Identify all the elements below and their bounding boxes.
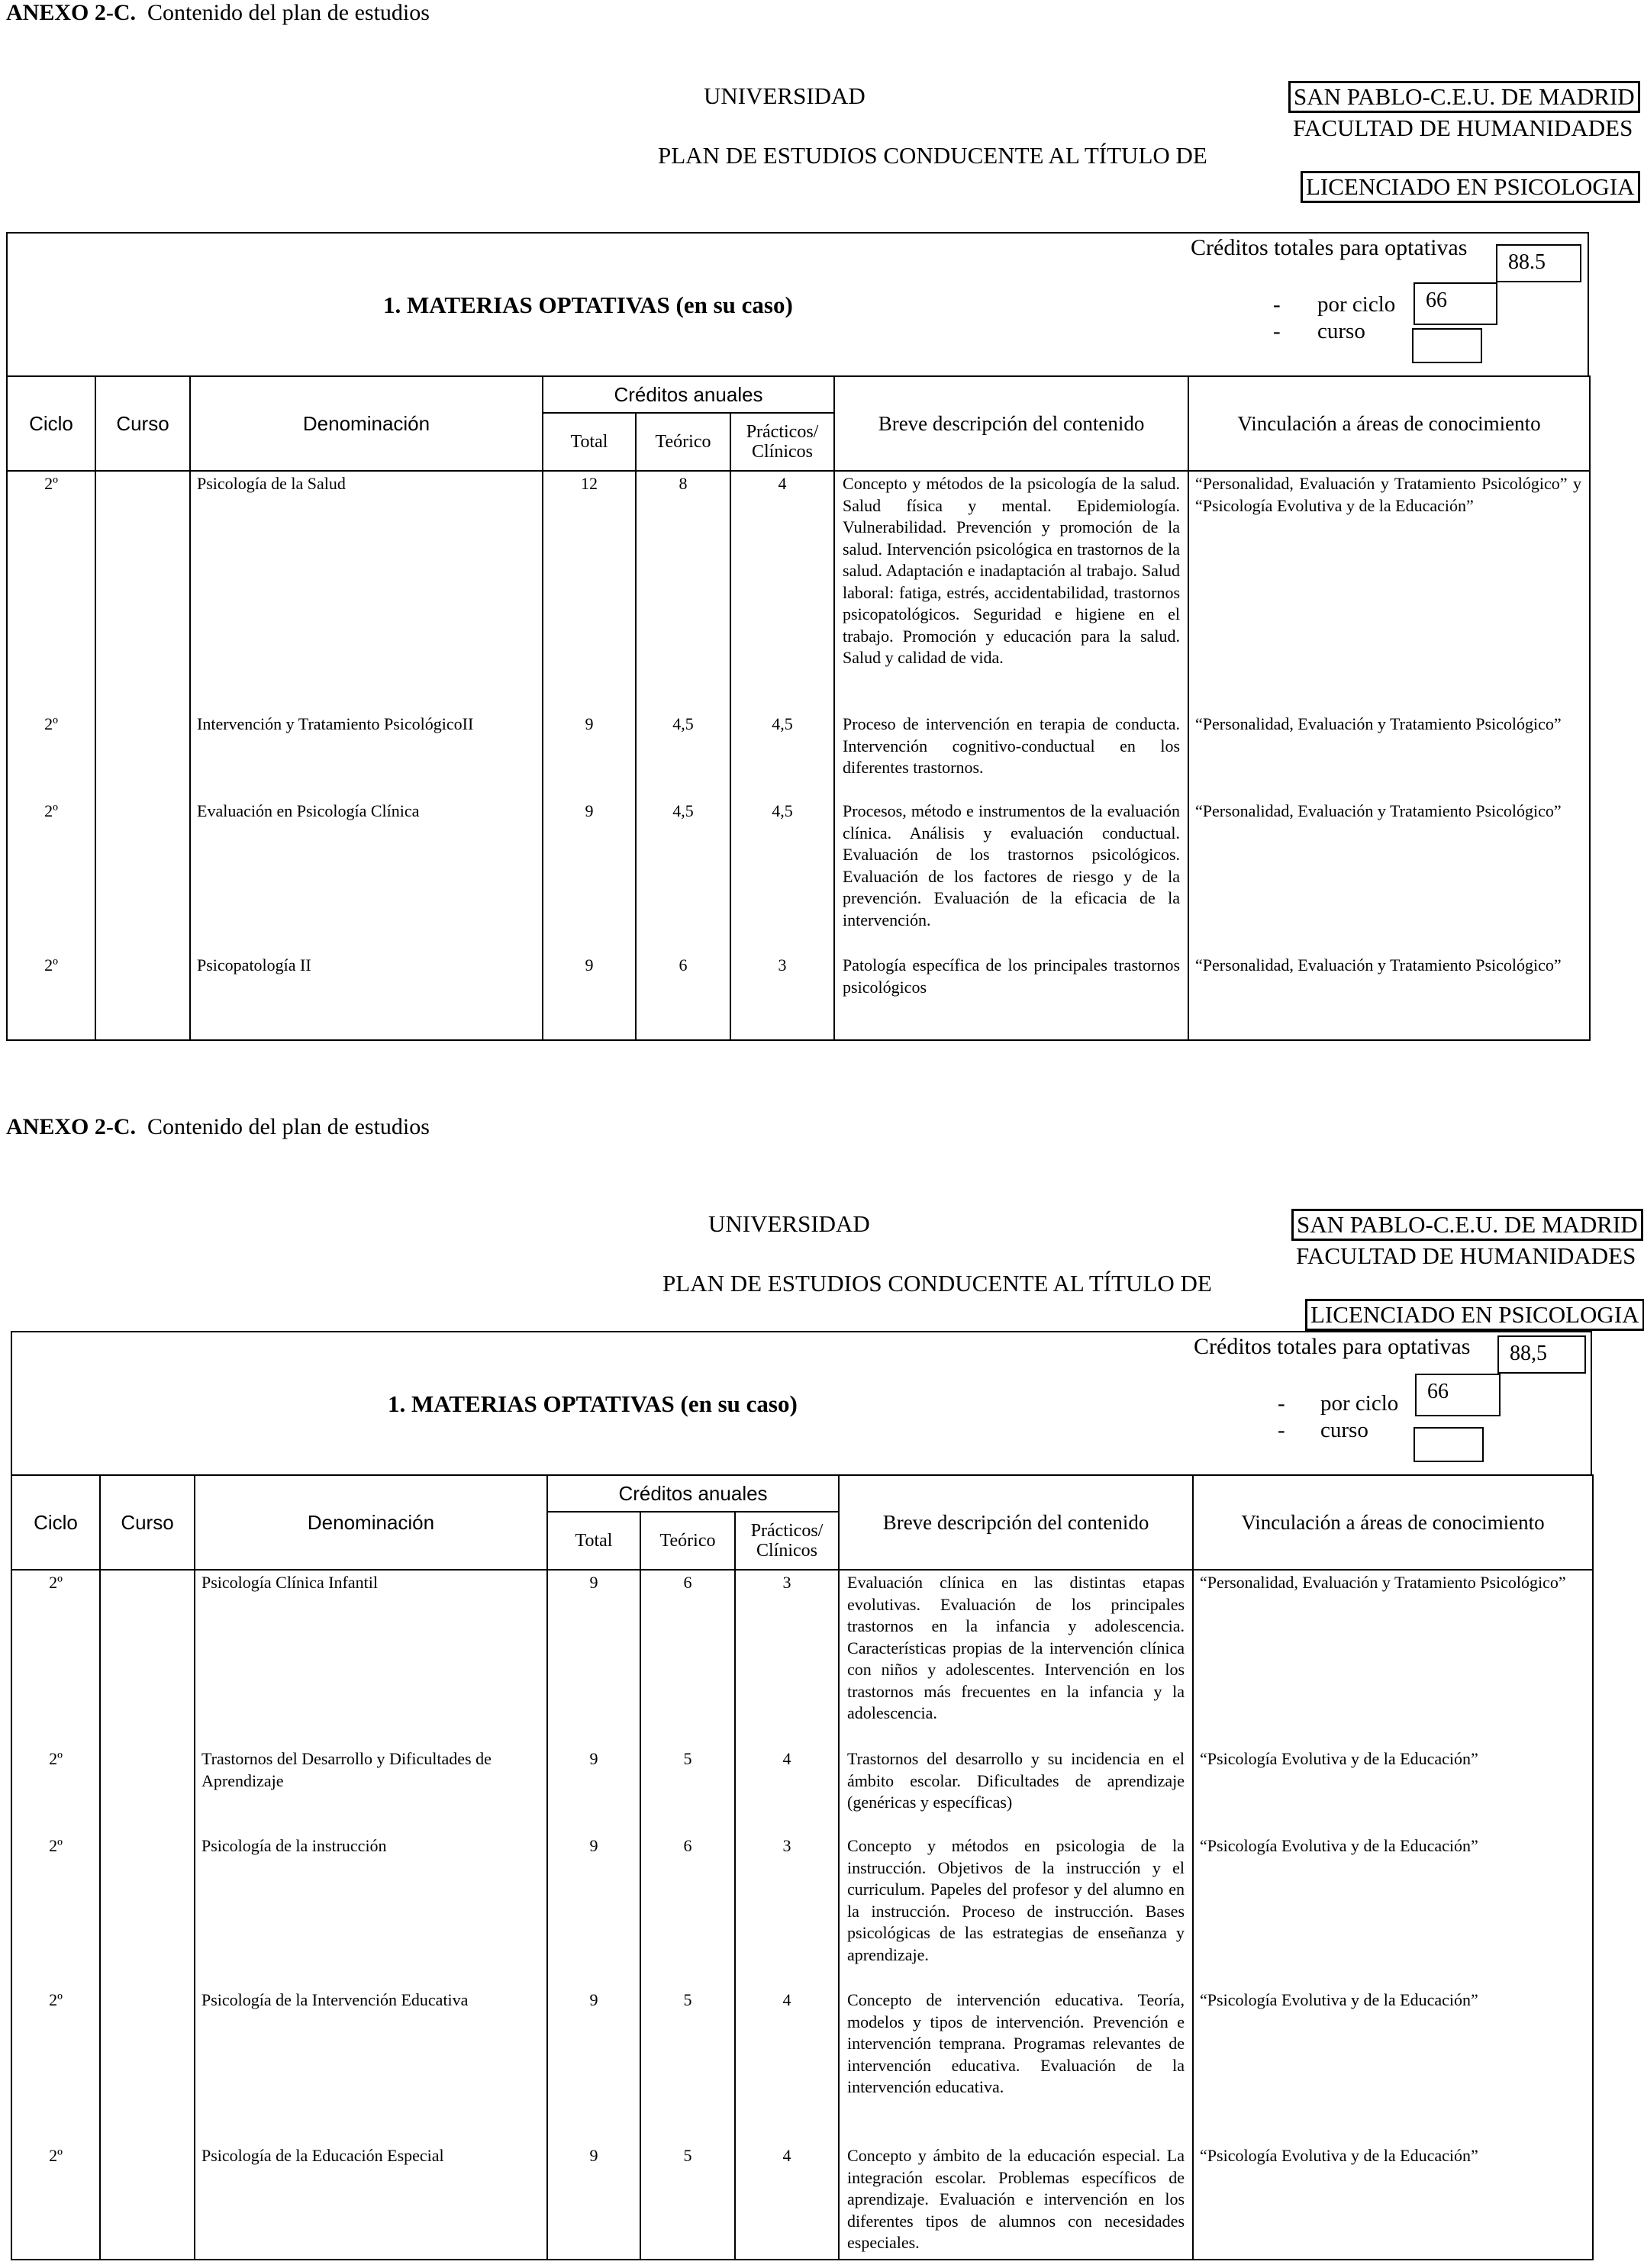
table-row (11, 1747, 1593, 1834)
curso-dash: - (1278, 1418, 1285, 1442)
cell-practicos: 3 (735, 1570, 839, 1747)
table-row (11, 2144, 1593, 2260)
titulo-name: LICENCIADO EN PSICOLOGIA (1305, 1299, 1644, 1331)
cell-curso (100, 1570, 195, 1747)
col-practicos: Prácticos/ Clínicos (730, 413, 834, 471)
cell-practicos: 4 (735, 1988, 839, 2144)
cell-denominacion: Intervención y Tratamiento PsicológicoII (190, 712, 543, 799)
col-vinculacion: Vinculación a áreas de conocimiento (1193, 1475, 1593, 1570)
cell-curso (100, 1988, 195, 2144)
creditos-totales-label: Créditos totales para optativas (1191, 235, 1468, 260)
cell-descripcion: Proceso de intervención en terapia de conducta. Intervención cognitivo-conductual en los diferentes trastornos. (834, 712, 1188, 799)
cell-total: 9 (543, 799, 636, 953)
cell-practicos: 3 (730, 953, 834, 1040)
universidad-label: UNIVERSIDAD (704, 82, 866, 109)
universidad-name: SAN PABLO-C.E.U. DE MADRID (1288, 81, 1640, 113)
col-curso: Curso (100, 1475, 195, 1570)
por-ciclo-label: por ciclo (1320, 1391, 1399, 1416)
table-row (7, 712, 1590, 799)
cell-teorico: 6 (640, 1834, 735, 1988)
cell-ciclo: 2º (11, 1988, 100, 2144)
cell-vinculacion: “Personalidad, Evaluación y Tratamiento Psicológico” (1188, 953, 1590, 1040)
cell-vinculacion: “Psicología Evolutiva y de la Educación” (1193, 1834, 1593, 1988)
cell-teorico: 8 (636, 471, 730, 712)
cell-descripcion: Concepto y métodos de la psicología de la salud. Salud física y mental. Epidemiología. Vulnerabilidad. Prevención y promoción de la salud. Intervención psicológica en trastornos de la salud. Adaptación e inadaptación al trabajo. Salud laboral: fatiga, estrés, accidentabilidad, trastornos psicopatológicos. Seguridad e higiene en el trabajo. Promoción y educación para la salud. Salud y calidad de vida. (834, 471, 1188, 712)
cell-teorico: 5 (640, 1988, 735, 2144)
por-ciclo-value: 66 (1415, 1374, 1501, 1416)
cell-teorico: 6 (636, 953, 730, 1040)
cell-total: 9 (543, 712, 636, 799)
cell-denominacion: Psicología de la Intervención Educativa (195, 1988, 547, 2144)
por-ciclo-dash: - (1278, 1391, 1285, 1416)
por-ciclo-label: por ciclo (1317, 292, 1396, 317)
col-practicos: Prácticos/ Clínicos (735, 1512, 839, 1570)
plan-label: PLAN DE ESTUDIOS CONDUCENTE AL TÍTULO DE (662, 1270, 1212, 1297)
cell-denominacion: Psicología de la Salud (190, 471, 543, 712)
cell-denominacion: Psicopatología II (190, 953, 543, 1040)
col-ciclo: Ciclo (7, 376, 95, 471)
cell-practicos: 4,5 (730, 712, 834, 799)
col-descripcion: Breve descripción del contenido (834, 376, 1188, 471)
cell-descripcion: Concepto y ámbito de la educación especial. La integración escolar. Problemas específicos de aprendizaje. Evaluación e intervención en los diferentes tipos de alumnos con necesidades especiales. (839, 2144, 1193, 2260)
table-row (11, 1988, 1593, 2144)
cell-descripcion: Concepto de intervención educativa. Teoría, modelos y tipos de intervención. Prevención e intervención temprana. Programas relevantes de intervención educativa. Evaluación de la intervención educativa. (839, 1988, 1193, 2144)
col-total: Total (547, 1512, 640, 1570)
facultad-name: FACULTAD DE HUMANIDADES (1293, 114, 1633, 141)
cell-curso (95, 953, 190, 1040)
col-denominacion: Denominación (195, 1475, 547, 1570)
cell-descripcion: Patología específica de los principales trastornos psicológicos (834, 953, 1188, 1040)
cell-ciclo: 2º (11, 1834, 100, 1988)
plan-page-1 (0, 0, 1644, 1084)
cell-vinculacion: “Personalidad, Evaluación y Tratamiento Psicológico” y “Psicología Evolutiva y de la Educación” (1188, 471, 1590, 712)
cell-teorico: 5 (640, 1747, 735, 1834)
cell-teorico: 4,5 (636, 799, 730, 953)
table-row (11, 1834, 1593, 1988)
cell-total: 9 (547, 1988, 640, 2144)
cell-vinculacion: “Personalidad, Evaluación y Tratamiento Psicológico” (1188, 712, 1590, 799)
curso-value (1412, 328, 1482, 363)
materias-table (11, 1474, 1594, 2260)
cell-curso (100, 1747, 195, 1834)
facultad-name: FACULTAD DE HUMANIDADES (1296, 1242, 1636, 1269)
cell-ciclo: 2º (7, 471, 95, 712)
cell-descripcion: Concepto y métodos en psicologia de la instrucción. Objetivos de la instrucción y el curriculum. Papeles del profesor y del alumno en la instrucción. Proceso de instrucción. Bases psicológicas de las estrategias de enseñanza y aprendizaje. (839, 1834, 1193, 1988)
cell-ciclo: 2º (11, 2144, 100, 2260)
cell-practicos: 4,5 (730, 799, 834, 953)
table-row (11, 1570, 1593, 1747)
cell-descripcion: Trastornos del desarrollo y su incidencia en el ámbito escolar. Dificultades de aprendizaje (genéricas y específicas) (839, 1747, 1193, 1834)
cell-vinculacion: “Personalidad, Evaluación y Tratamiento Psicológico” (1193, 1570, 1593, 1747)
col-creditos-anuales: Créditos anuales (543, 376, 834, 413)
col-ciclo: Ciclo (11, 1475, 100, 1570)
creditos-totales-label: Créditos totales para optativas (1194, 1334, 1471, 1359)
universidad-name: SAN PABLO-C.E.U. DE MADRID (1291, 1209, 1643, 1241)
table-row (7, 953, 1590, 1040)
curso-label: curso (1320, 1418, 1368, 1442)
curso-label: curso (1317, 319, 1365, 343)
cell-denominacion: Psicología Clínica Infantil (195, 1570, 547, 1747)
cell-denominacion: Evaluación en Psicología Clínica (190, 799, 543, 953)
cell-vinculacion: “Psicología Evolutiva y de la Educación” (1193, 1988, 1593, 2144)
col-descripcion: Breve descripción del contenido (839, 1475, 1193, 1570)
universidad-label: UNIVERSIDAD (708, 1210, 870, 1237)
curso-value (1414, 1427, 1484, 1462)
cell-total: 9 (547, 2144, 640, 2260)
cell-descripcion: Evaluación clínica en las distintas etapas evolutivas. Evaluación de los principales trastornos en la infancia y adolescencia. Características propias de la intervención clínica con niños y adolescentes. Intervención en los trastornos más frecuentes en la infancia y la adolescencia. (839, 1570, 1193, 1747)
cell-total: 9 (547, 1834, 640, 1988)
plan-label: PLAN DE ESTUDIOS CONDUCENTE AL TÍTULO DE (658, 142, 1207, 169)
table-row (7, 799, 1590, 953)
cell-practicos: 4 (730, 471, 834, 712)
cell-teorico: 4,5 (636, 712, 730, 799)
creditos-totales-value: 88.5 (1496, 244, 1581, 282)
creditos-totales-value: 88,5 (1497, 1335, 1586, 1374)
cell-curso (100, 1834, 195, 1988)
table-row (7, 471, 1590, 712)
curso-dash: - (1273, 319, 1281, 343)
plan-page-2 (0, 1114, 1644, 2268)
section-title: 1. MATERIAS OPTATIVAS (en su caso) (388, 1390, 798, 1417)
col-vinculacion: Vinculación a áreas de conocimiento (1188, 376, 1590, 471)
por-ciclo-value: 66 (1414, 282, 1497, 325)
col-teorico: Teórico (640, 1512, 735, 1570)
col-curso: Curso (95, 376, 190, 471)
annex-heading: ANEXO 2-C. Contenido del plan de estudios (6, 1114, 430, 1139)
cell-curso (95, 799, 190, 953)
cell-practicos: 3 (735, 1834, 839, 1988)
section-title: 1. MATERIAS OPTATIVAS (en su caso) (383, 292, 793, 318)
cell-descripcion: Procesos, método e instrumentos de la evaluación clínica. Análisis y evaluación conductual. Evaluación de los trastornos psicológicos. Evaluación de los factores de riesgo y de la prevención. Evaluación de la eficacia de la intervención. (834, 799, 1188, 953)
cell-vinculacion: “Psicología Evolutiva y de la Educación” (1193, 1747, 1593, 1834)
cell-total: 9 (547, 1570, 640, 1747)
cell-curso (95, 712, 190, 799)
cell-ciclo: 2º (7, 712, 95, 799)
cell-vinculacion: “Personalidad, Evaluación y Tratamiento Psicológico” (1188, 799, 1590, 953)
cell-curso (100, 2144, 195, 2260)
col-total: Total (543, 413, 636, 471)
cell-teorico: 5 (640, 2144, 735, 2260)
por-ciclo-dash: - (1273, 292, 1281, 317)
cell-ciclo: 2º (11, 1570, 100, 1747)
col-teorico: Teórico (636, 413, 730, 471)
cell-practicos: 4 (735, 1747, 839, 1834)
cell-practicos: 4 (735, 2144, 839, 2260)
col-denominacion: Denominación (190, 376, 543, 471)
cell-ciclo: 2º (11, 1747, 100, 1834)
col-creditos-anuales: Créditos anuales (547, 1475, 839, 1512)
cell-total: 9 (543, 953, 636, 1040)
cell-ciclo: 2º (7, 953, 95, 1040)
cell-denominacion: Psicología de la Educación Especial (195, 2144, 547, 2260)
cell-denominacion: Trastornos del Desarrollo y Dificultades de Aprendizaje (195, 1747, 547, 1834)
cell-denominacion: Psicología de la instrucción (195, 1834, 547, 1988)
cell-teorico: 6 (640, 1570, 735, 1747)
cell-total: 12 (543, 471, 636, 712)
annex-heading: ANEXO 2-C. Contenido del plan de estudios (6, 0, 430, 25)
materias-table (6, 375, 1591, 1041)
cell-ciclo: 2º (7, 799, 95, 953)
cell-vinculacion: “Psicología Evolutiva y de la Educación” (1193, 2144, 1593, 2260)
cell-total: 9 (547, 1747, 640, 1834)
cell-curso (95, 471, 190, 712)
titulo-name: LICENCIADO EN PSICOLOGIA (1301, 171, 1640, 203)
